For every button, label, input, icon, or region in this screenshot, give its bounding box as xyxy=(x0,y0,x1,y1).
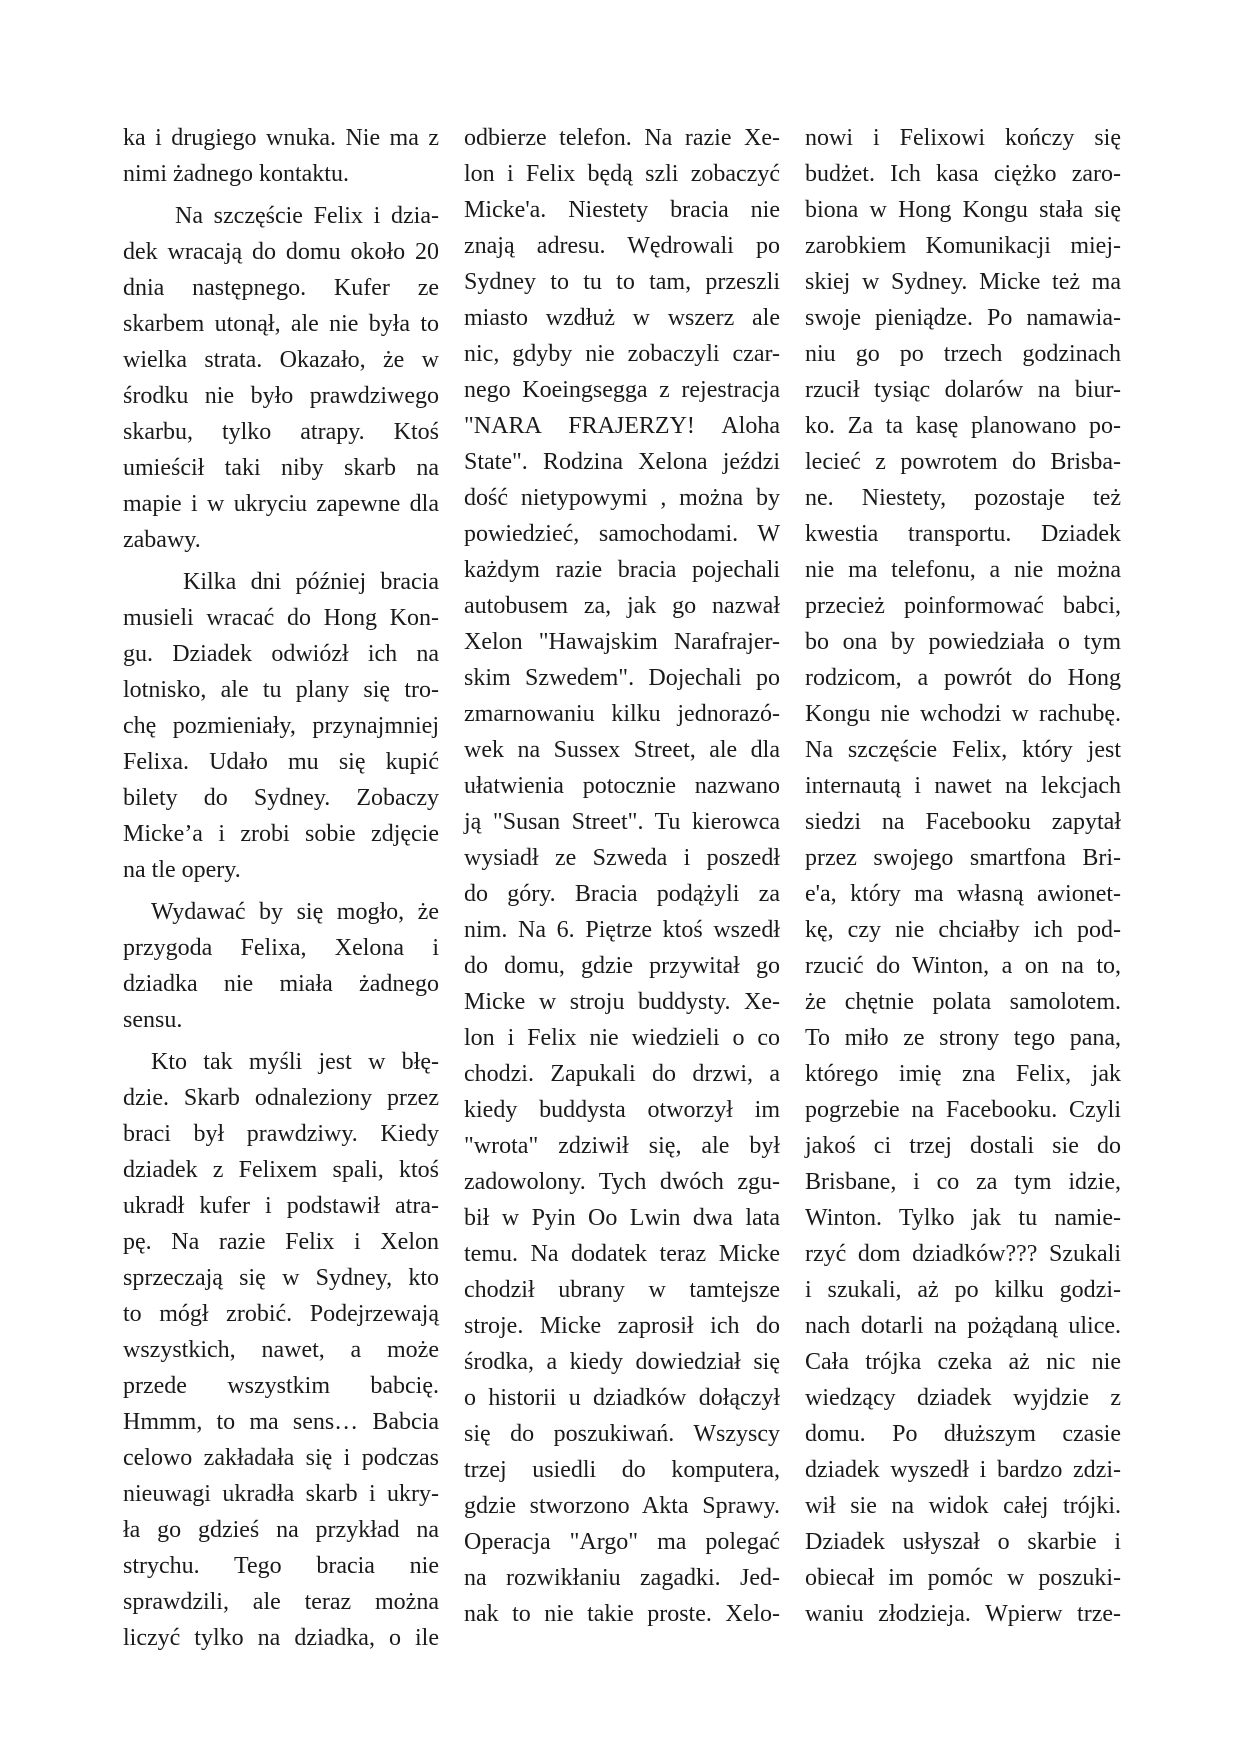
text-line: rzyć dom dziadków??? Szukali xyxy=(805,1241,1121,1267)
text-line: ko. Za ta kasę planowano po- xyxy=(805,413,1121,439)
text-line: zadowolony. Tych dwóch zgu- xyxy=(464,1169,780,1195)
text-line: celowo zakładała się i podczas xyxy=(123,1445,439,1471)
text-line: skarbu, tylko atrapy. Ktoś xyxy=(123,419,439,445)
text-line: chodził ubrany w tamtejsze xyxy=(464,1277,780,1303)
text-line: State". Rodzina Xelona jeździ xyxy=(464,449,780,475)
text-line: Xelon "Hawajskim Narafrajer- xyxy=(464,629,780,655)
text-line: wysiadł ze Szweda i poszedł xyxy=(464,845,780,871)
text-line: kwestia transportu. Dziadek xyxy=(805,521,1121,547)
text-line: trzej usiedli do komputera, xyxy=(464,1457,780,1483)
text-line: do góry. Bracia podążyli za xyxy=(464,881,780,907)
text-line: e'a, który ma własną awionet- xyxy=(805,881,1121,907)
text-line: liczyć tylko na dziadka, o ile xyxy=(123,1625,439,1651)
text-line: braci był prawdziwy. Kiedy xyxy=(123,1121,439,1147)
text-line: umieścił taki niby skarb na xyxy=(123,455,439,481)
text-line: gu. Dziadek odwiózł ich na xyxy=(123,641,439,667)
text-line: obiecał im pomóc w poszuki- xyxy=(805,1565,1121,1591)
text-line: chę pozmieniały, przynajmniej xyxy=(123,713,439,739)
text-line: miasto wzdłuż w wszerz ale xyxy=(464,305,780,331)
text-line: przecież poinformować babci, xyxy=(805,593,1121,619)
text-line: nak to nie takie proste. Xelo- xyxy=(464,1601,780,1627)
text-line: Hmmm, to ma sens… Babcia xyxy=(123,1409,439,1435)
text-line: odbierze telefon. Na razie Xe- xyxy=(464,125,780,151)
text-line: rodzicom, a powrót do Hong xyxy=(805,665,1121,691)
text-line: się do poszukiwań. Wszyscy xyxy=(464,1421,780,1447)
text-line: Na szczęście Felix i dzia- xyxy=(175,203,439,229)
text-line: dość nietypowymi , można by xyxy=(464,485,780,511)
text-line: którego imię zna Felix, jak xyxy=(805,1061,1121,1087)
text-line: zarobkiem Komunikacji miej- xyxy=(805,233,1121,259)
text-line: środku nie było prawdziwego xyxy=(123,383,439,409)
text-line: temu. Na dodatek teraz Micke xyxy=(464,1241,780,1267)
text-line: nie ma telefonu, a nie można xyxy=(805,557,1121,583)
text-line: na rozwikłaniu zagadki. Jed- xyxy=(464,1565,780,1591)
text-line: To miło ze strony tego pana, xyxy=(805,1025,1121,1051)
text-line: budżet. Ich kasa ciężko zaro- xyxy=(805,161,1121,187)
text-line: wielka strata. Okazało, że w xyxy=(123,347,439,373)
text-line: gdzie stworzono Akta Sprawy. xyxy=(464,1493,780,1519)
text-line: Kto tak myśli jest w błę- xyxy=(151,1049,439,1075)
text-line: chodzi. Zapukali do drzwi, a xyxy=(464,1061,780,1087)
text-line: waniu złodzieja. Wpierw trze- xyxy=(805,1601,1121,1627)
text-line: wiedzący dziadek wyjdzie z xyxy=(805,1385,1121,1411)
text-column-2 xyxy=(464,120,780,1632)
text-line: sprzeczają się w Sydney, kto xyxy=(123,1265,439,1291)
text-line: Na szczęście Felix, który jest xyxy=(805,737,1121,763)
text-line: ła go gdzieś na przykład na xyxy=(123,1517,439,1543)
text-line: dziadek wyszedł i bardzo zdzi- xyxy=(805,1457,1121,1483)
text-line: "wrota" zdziwił się, ale był xyxy=(464,1133,780,1159)
text-line: Cała trójka czeka aż nic nie xyxy=(805,1349,1121,1375)
text-line: dziadek z Felixem spali, ktoś xyxy=(123,1157,439,1183)
text-line: Felixa. Udało mu się kupić xyxy=(123,749,439,775)
text-line: że chętnie polata samolotem. xyxy=(805,989,1121,1015)
text-line: Micke'a. Niestety bracia nie xyxy=(464,197,780,223)
text-line: ją "Susan Street". Tu kierowca xyxy=(464,809,780,835)
text-line: biona w Hong Kongu stała się xyxy=(805,197,1121,223)
text-line: lon i Felix nie wiedzieli o co xyxy=(464,1025,780,1051)
text-line: internautą i nawet na lekcjach xyxy=(805,773,1121,799)
text-line: kę, czy nie chciałby ich pod- xyxy=(805,917,1121,943)
text-line: Operacja "Argo" ma polegać xyxy=(464,1529,780,1555)
text-column-3 xyxy=(805,120,1121,1632)
text-line: autobusem za, jak go nazwał xyxy=(464,593,780,619)
text-line: lon i Felix będą szli zobaczyć xyxy=(464,161,780,187)
text-line: sprawdzili, ale teraz można xyxy=(123,1589,439,1615)
text-line: środka, a kiedy dowiedział się xyxy=(464,1349,780,1375)
text-line: nego Koeingsegga z rejestracja xyxy=(464,377,780,403)
text-line: Kongu nie wchodzi w rachubę. xyxy=(805,701,1121,727)
text-line: lecieć z powrotem do Brisba- xyxy=(805,449,1121,475)
text-line: rzucić do Winton, a on na to, xyxy=(805,953,1121,979)
text-line: przygoda Felixa, Xelona i xyxy=(123,935,439,961)
text-line: "NARA FRAJERZY! Aloha xyxy=(464,413,780,439)
text-line: rzucił tysiąc dolarów na biur- xyxy=(805,377,1121,403)
text-line: strychu. Tego bracia nie xyxy=(123,1553,439,1579)
text-line: dnia następnego. Kufer ze xyxy=(123,275,439,301)
text-line: na tle opery. xyxy=(123,857,241,883)
text-line: każdym razie bracia pojechali xyxy=(464,557,780,583)
text-line: to mógł zrobić. Podejrzewają xyxy=(123,1301,439,1327)
text-line: nowi i Felixowi kończy się xyxy=(805,125,1121,151)
text-line: nimi żadnego kontaktu. xyxy=(123,161,349,187)
text-line: domu. Po dłuższym czasie xyxy=(805,1421,1121,1447)
text-line: dek wracają do domu około 20 xyxy=(123,239,439,265)
text-line: jakoś ci trzej dostali sie do xyxy=(805,1133,1121,1159)
text-line: nach dotarli na pożądaną ulice. xyxy=(805,1313,1121,1339)
text-line: lotnisko, ale tu plany się tro- xyxy=(123,677,439,703)
text-line: wek na Sussex Street, ale dla xyxy=(464,737,780,763)
text-line: Winton. Tylko jak tu namie- xyxy=(805,1205,1121,1231)
text-line: do domu, gdzie przywitał go xyxy=(464,953,780,979)
text-line: ne. Niestety, pozostaje też xyxy=(805,485,1121,511)
text-line: ka i drugiego wnuka. Nie ma z xyxy=(123,125,439,151)
text-line: stroje. Micke zaprosił ich do xyxy=(464,1313,780,1339)
text-line: Micke w stroju buddysty. Xe- xyxy=(464,989,780,1015)
text-line: zabawy. xyxy=(123,527,201,553)
text-line: znają adresu. Wędrowali po xyxy=(464,233,780,259)
text-line: Micke’a i zrobi sobie zdjęcie xyxy=(123,821,439,847)
text-line: przez swojego smartfona Bri- xyxy=(805,845,1121,871)
text-line: kiedy buddysta otworzył im xyxy=(464,1097,780,1123)
text-line: sensu. xyxy=(123,1007,183,1033)
text-line: powiedzieć, samochodami. W xyxy=(464,521,780,547)
text-line: nieuwagi ukradła skarb i ukry- xyxy=(123,1481,439,1507)
text-line: skim Szwedem". Dojechali po xyxy=(464,665,780,691)
text-line: zmarnowaniu kilku jednorazó- xyxy=(464,701,780,727)
text-line: dzie. Skarb odnaleziony przez xyxy=(123,1085,439,1111)
text-line: siedzi na Facebooku zapytał xyxy=(805,809,1121,835)
text-line: dziadka nie miała żadnego xyxy=(123,971,439,997)
text-line: wił sie na widok całej trójki. xyxy=(805,1493,1121,1519)
text-line: Kilka dni później bracia xyxy=(183,569,439,595)
text-line: Wydawać by się mogło, że xyxy=(151,899,439,925)
text-line: nic, gdyby nie zobaczyli czar- xyxy=(464,341,780,367)
text-line: skarbem utonął, ale nie była to xyxy=(123,311,439,337)
text-line: skiej w Sydney. Micke też ma xyxy=(805,269,1121,295)
text-column-1 xyxy=(123,120,439,1656)
text-line: Sydney to tu to tam, przeszli xyxy=(464,269,780,295)
text-line: i szukali, aż po kilku godzi- xyxy=(805,1277,1121,1303)
text-line: musieli wracać do Hong Kon- xyxy=(123,605,439,631)
text-line: pę. Na razie Felix i Xelon xyxy=(123,1229,439,1255)
text-line: niu go po trzech godzinach xyxy=(805,341,1121,367)
text-line: bo ona by powiedziała o tym xyxy=(805,629,1121,655)
text-line: mapie i w ukryciu zapewne dla xyxy=(123,491,439,517)
text-line: pogrzebie na Facebooku. Czyli xyxy=(805,1097,1121,1123)
text-line: Brisbane, i co za tym idzie, xyxy=(805,1169,1121,1195)
text-line: bił w Pyin Oo Lwin dwa lata xyxy=(464,1205,780,1231)
text-line: bilety do Sydney. Zobaczy xyxy=(123,785,439,811)
text-line: wszystkich, nawet, a może xyxy=(123,1337,439,1363)
text-line: ułatwienia potocznie nazwano xyxy=(464,773,780,799)
text-line: nim. Na 6. Piętrze ktoś wszedł xyxy=(464,917,780,943)
text-line: swoje pieniądze. Po namawia- xyxy=(805,305,1121,331)
text-line: o historii u dziadków dołączył xyxy=(464,1385,780,1411)
text-line: Dziadek usłyszał o skarbie i xyxy=(805,1529,1121,1555)
text-line: ukradł kufer i podstawił atra- xyxy=(123,1193,439,1219)
text-line: przede wszystkim babcię. xyxy=(123,1373,439,1399)
